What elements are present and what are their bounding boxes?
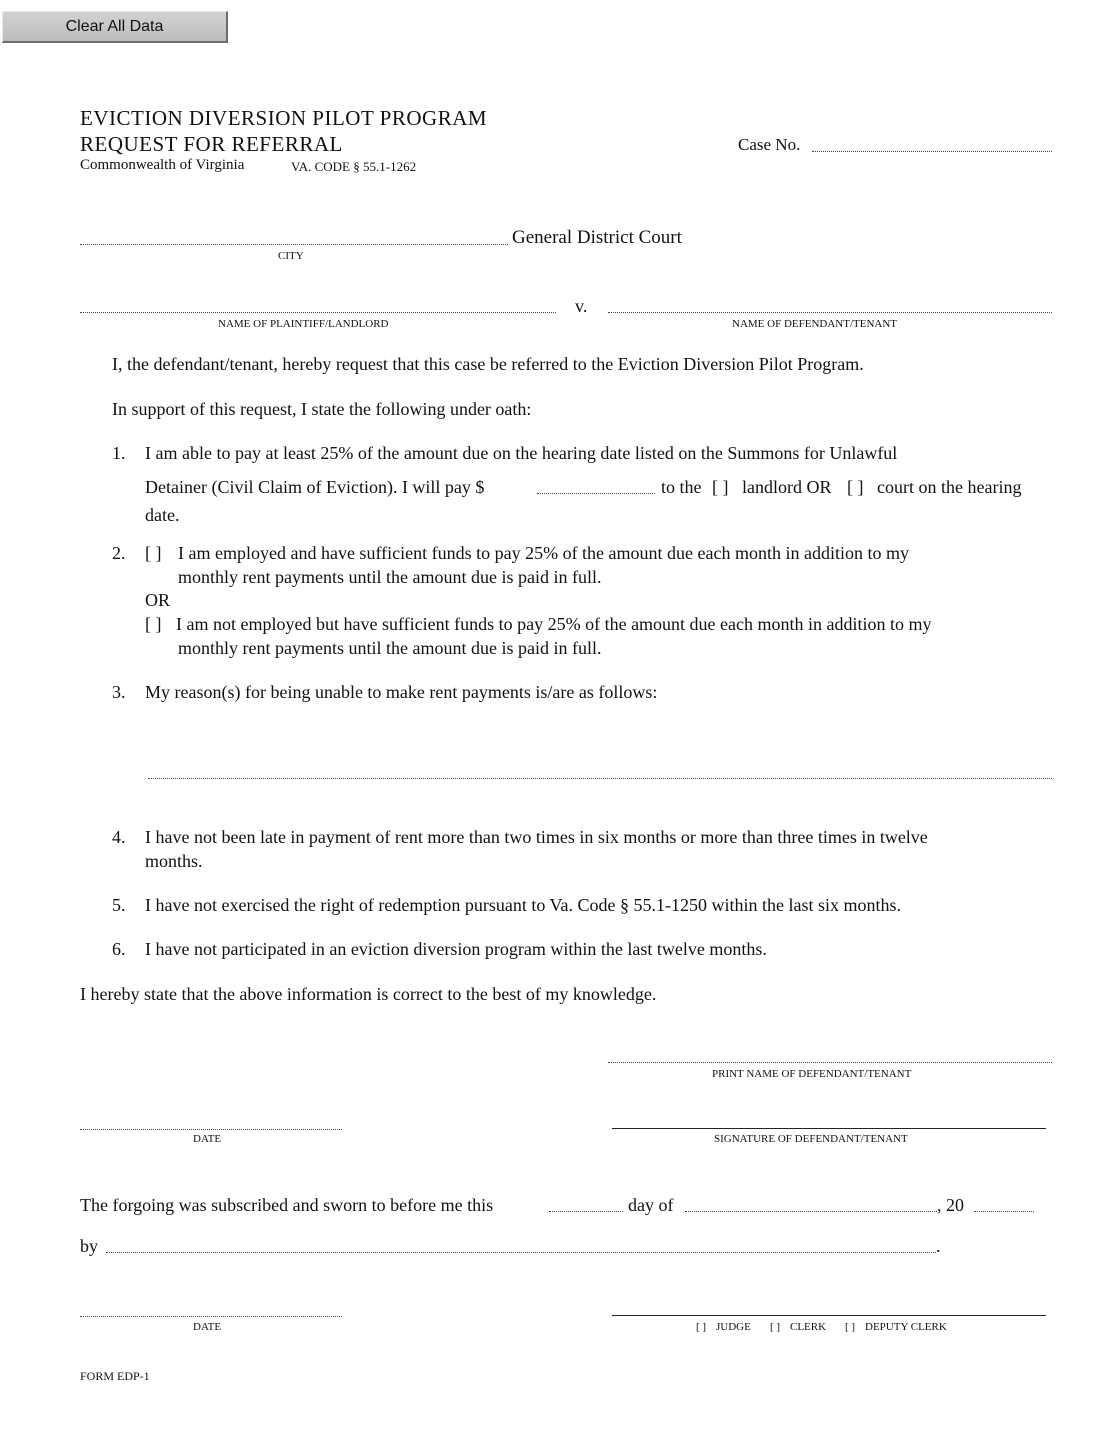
item2-employed-text: I am employed and have sufficient funds to pay 25% of the amount due each month in addition to my bbox=[178, 543, 909, 563]
date-label: DATE bbox=[193, 1133, 222, 1145]
print-name-input[interactable] bbox=[608, 1044, 1052, 1063]
item-number: 5. bbox=[112, 895, 126, 915]
item1-text: I am able to pay at least 25% of the amount due on the hearing date listed on the Summons for Unlawful bbox=[145, 443, 898, 463]
case-no-label: Case No. bbox=[738, 135, 801, 154]
item4-text: I have not been late in payment of rent more than two times in six months or more than three times in twelve bbox=[145, 827, 928, 847]
case-no-input[interactable] bbox=[812, 133, 1052, 152]
court-checkbox[interactable]: [ ] bbox=[847, 477, 864, 497]
versus: v. bbox=[575, 296, 588, 316]
item1-to-the: to the bbox=[661, 477, 702, 497]
judge-label: JUDGE bbox=[716, 1321, 751, 1333]
form-subtitle: REQUEST FOR REFERRAL bbox=[80, 132, 343, 156]
item4-text-cont: months. bbox=[145, 851, 203, 871]
pay-amount-input[interactable] bbox=[537, 475, 655, 494]
sworn-day-input[interactable] bbox=[549, 1193, 623, 1212]
clerk-label: CLERK bbox=[790, 1321, 827, 1333]
clerk-checkbox[interactable]: [ ] bbox=[770, 1321, 781, 1333]
city-label: CITY bbox=[278, 250, 304, 262]
item6-text: I have not participated in an eviction diversion program within the last twelve months. bbox=[145, 939, 767, 959]
code-reference: VA. CODE § 55.1-1262 bbox=[291, 159, 417, 174]
signature-line bbox=[612, 1128, 1046, 1129]
officer-signature-line bbox=[612, 1315, 1046, 1316]
sworn-statement: The forgoing was subscribed and sworn to before me this bbox=[80, 1195, 494, 1215]
signature-label: SIGNATURE OF DEFENDANT/TENANT bbox=[714, 1133, 908, 1145]
defendant-label: NAME OF DEFENDANT/TENANT bbox=[732, 318, 897, 330]
plaintiff-input[interactable] bbox=[80, 294, 556, 313]
officer-date-label: DATE bbox=[193, 1321, 222, 1333]
landlord-option-label: landlord OR bbox=[742, 477, 832, 497]
item-number: 4. bbox=[112, 827, 126, 847]
sworn-year-prefix: , 20 bbox=[937, 1195, 964, 1215]
support-statement: In support of this request, I state the following under oath: bbox=[112, 399, 532, 419]
landlord-checkbox[interactable]: [ ] bbox=[712, 477, 729, 497]
clear-all-data-button[interactable]: Clear All Data bbox=[2, 11, 228, 43]
sworn-period: . bbox=[936, 1236, 941, 1256]
form-id: FORM EDP-1 bbox=[80, 1369, 150, 1383]
attestation-statement: I hereby state that the above information is correct to the best of my knowledge. bbox=[80, 984, 657, 1004]
item2-employed-text-cont: monthly rent payments until the amount due is paid in full. bbox=[178, 567, 602, 587]
sworn-month-input[interactable] bbox=[685, 1193, 937, 1212]
plaintiff-label: NAME OF PLAINTIFF/LANDLORD bbox=[218, 318, 389, 330]
sworn-by-input[interactable] bbox=[106, 1234, 936, 1253]
item3-text: My reason(s) for being unable to make rent payments is/are as follows: bbox=[145, 682, 658, 702]
deputy-clerk-checkbox[interactable]: [ ] bbox=[845, 1321, 856, 1333]
item2-not-employed-text-cont: monthly rent payments until the amount due is paid in full. bbox=[178, 638, 602, 658]
reasons-input[interactable] bbox=[148, 712, 1052, 779]
item-number: 6. bbox=[112, 939, 126, 959]
sworn-day-of: day of bbox=[628, 1195, 674, 1215]
court-option-label: court on the hearing bbox=[877, 477, 1022, 497]
not-employed-checkbox[interactable]: [ ] bbox=[145, 614, 162, 634]
date-input[interactable] bbox=[80, 1111, 342, 1130]
court-name: General District Court bbox=[512, 227, 682, 248]
item-number: 1. bbox=[112, 443, 126, 463]
item-number: 2. bbox=[112, 543, 126, 563]
item2-or: OR bbox=[145, 590, 171, 610]
request-statement: I, the defendant/tenant, hereby request that this case be referred to the Eviction Diversion Pilot Program. bbox=[112, 354, 864, 374]
item1-pay-text: Detainer (Civil Claim of Eviction). I will pay $ bbox=[145, 477, 485, 497]
defendant-input[interactable] bbox=[608, 294, 1052, 313]
officer-date-input[interactable] bbox=[80, 1298, 342, 1317]
item1-date-text: date. bbox=[145, 505, 180, 525]
judge-checkbox[interactable]: [ ] bbox=[696, 1321, 707, 1333]
form-title: EVICTION DIVERSION PILOT PROGRAM bbox=[80, 106, 488, 130]
jurisdiction: Commonwealth of Virginia bbox=[80, 157, 245, 173]
print-name-label: PRINT NAME OF DEFENDANT/TENANT bbox=[712, 1068, 912, 1080]
sworn-by: by bbox=[80, 1236, 98, 1256]
employed-checkbox[interactable]: [ ] bbox=[145, 543, 162, 563]
item2-not-employed-text: I am not employed but have sufficient funds to pay 25% of the amount due each month in addition to my bbox=[176, 614, 932, 634]
item5-text: I have not exercised the right of redemption pursuant to Va. Code § 55.1-1250 within the last six months. bbox=[145, 895, 902, 915]
city-input[interactable] bbox=[80, 226, 508, 245]
sworn-year-input[interactable] bbox=[974, 1193, 1034, 1212]
item-number: 3. bbox=[112, 682, 126, 702]
deputy-clerk-label: DEPUTY CLERK bbox=[865, 1321, 947, 1333]
